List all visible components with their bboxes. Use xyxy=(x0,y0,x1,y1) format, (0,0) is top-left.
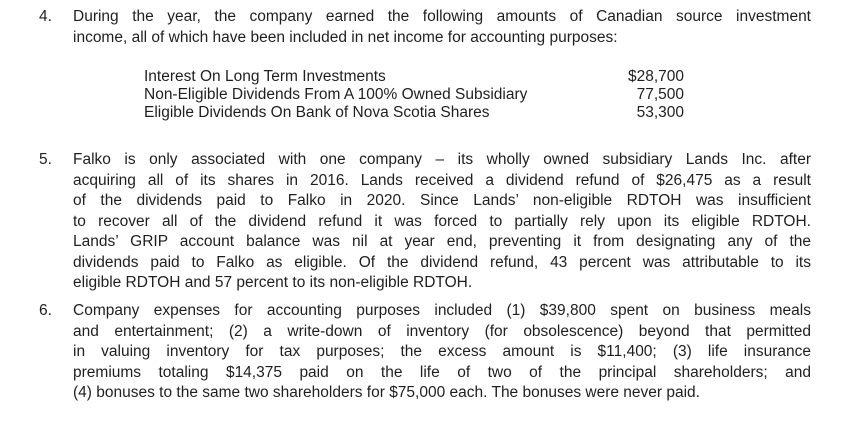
paragraph-line: eligible RDTOH and 57 percent to its non-eligible RDTOH. xyxy=(73,274,473,291)
table-row xyxy=(144,68,684,86)
item-number: 6. xyxy=(39,302,52,319)
item-paragraph xyxy=(73,150,811,294)
paragraph-line: (4) bonuses to the same two shareholders for $75,000 each. The bonuses were never paid. xyxy=(73,384,700,401)
paragraph-line: dividends paid to Falko as eligible. Of the dividend refund, 43 percent was attributable to its xyxy=(73,253,811,271)
item-paragraph xyxy=(73,7,811,48)
item-paragraph xyxy=(73,301,811,404)
paragraph-line: in valuing inventory for tax purposes; the excess amount is $11,400; (3) life insurance xyxy=(73,343,811,360)
income-amount: $28,700 xyxy=(627,68,684,85)
paragraph-line: of the dividends paid to Falko in 2020. Since Lands’ non-eligible RDTOH was insufficient xyxy=(73,192,811,209)
paragraph-line: Falko is only associated with one company – its wholly owned subsidiary Lands Inc. after xyxy=(73,151,811,168)
paragraph-line: to recover all of the dividend refund it was forced to partially rely upon its eligible RDTOH. xyxy=(73,212,811,230)
item-number: 4. xyxy=(39,8,52,25)
income-amount: 53,300 xyxy=(636,104,684,121)
paragraph-line: acquiring all of its shares in 2016. Lands received a dividend refund of $26,475 as a result xyxy=(73,171,811,189)
table-row xyxy=(144,104,684,122)
income-label: Eligible Dividends On Bank of Nova Scotia Shares xyxy=(144,104,490,121)
income-amount: 77,500 xyxy=(636,86,684,103)
table-row xyxy=(144,86,684,104)
paragraph-line: During the year, the company earned the following amounts of Canadian source investment xyxy=(73,8,811,25)
paragraph-line: premiums totaling $14,375 paid on the life of two of the principal shareholders; and xyxy=(73,363,811,381)
paragraph-line: Company expenses for accounting purposes included (1) $39,800 spent on business meals xyxy=(73,302,811,319)
investment-income-table xyxy=(144,68,684,122)
item-number: 5. xyxy=(39,151,52,168)
income-label: Non-Eligible Dividends From A 100% Owned Subsidiary xyxy=(144,86,528,103)
paragraph-line: and entertainment; (2) a write-down of inventory (for obsolescence) beyond that permitted xyxy=(73,322,811,340)
income-label: Interest On Long Term Investments xyxy=(144,68,386,85)
paragraph-line: Lands’ GRIP account balance was nil at year end, preventing it from designating any of the xyxy=(73,233,811,250)
paragraph-line: income, all of which have been included in net income for accounting purposes: xyxy=(73,28,618,46)
